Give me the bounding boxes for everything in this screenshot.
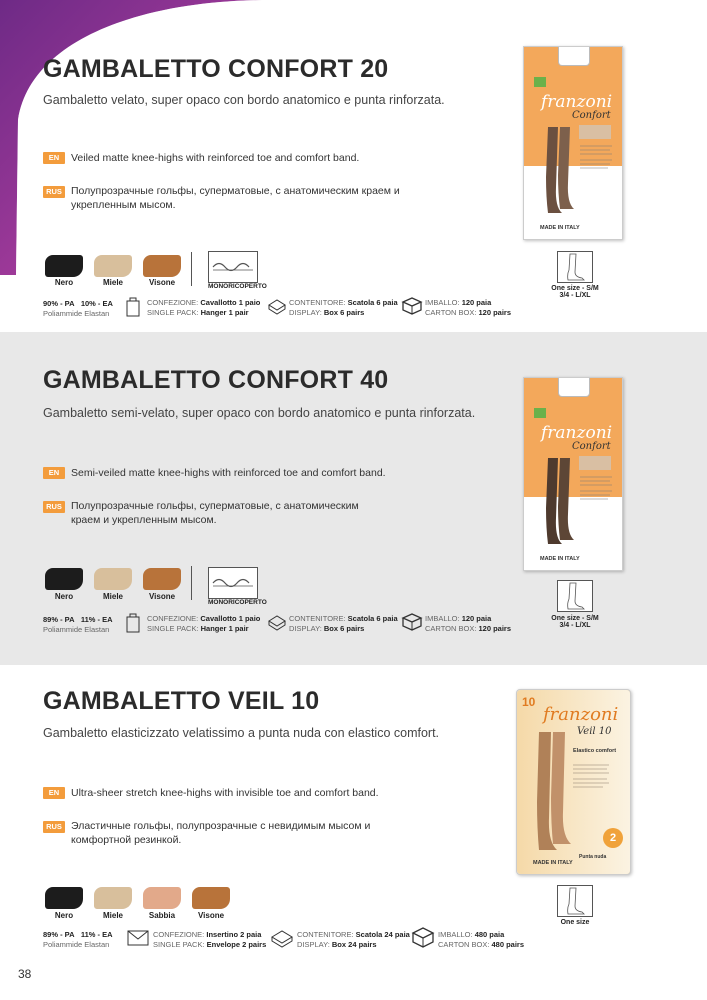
package-elastic: Elastico comfort [573, 748, 617, 754]
package-toe: Punta nuda [579, 854, 607, 860]
composition-ea-label: Elastan [84, 625, 110, 634]
spec-label: IMBALLO: [425, 614, 460, 623]
display-box-icon [270, 927, 294, 949]
divider [191, 252, 192, 286]
carton-box-icon [401, 612, 423, 632]
sizes [540, 615, 610, 629]
product-subtitle: Gambaletto semi-velato, super opaco con bordo anatomico e punta rinforzata. [43, 406, 476, 420]
spec-value: 120 pairs [478, 624, 512, 633]
composition-ea-label: Elastan [84, 940, 110, 949]
spec-label: CONFEZIONE: [147, 298, 199, 307]
legs-photo [529, 732, 573, 864]
monoricoperto-icon [208, 251, 258, 283]
envelope-pack-icon [127, 928, 149, 946]
size-option: One size [560, 919, 590, 926]
en-description: Veiled matte knee-highs with reinforced toe and comfort band. [71, 152, 360, 164]
composition-ea: 11% - EA [80, 615, 113, 624]
display-box-icon [268, 297, 286, 315]
spec-imballo [425, 298, 511, 318]
spec-label: SINGLE PACK: [153, 940, 205, 949]
package-hanger [558, 378, 590, 397]
en-tag: EN [43, 467, 65, 479]
spec-label: CONTENITORE: [289, 614, 346, 623]
product-section-confort-20 [0, 0, 707, 332]
size-option: 3/4 - L/XL [559, 292, 591, 299]
spec-value: Scatola 6 paia [347, 614, 398, 623]
spec-label: CONTENITORE: [297, 930, 354, 939]
product-package [516, 689, 631, 875]
color-swatch-nero [45, 255, 83, 277]
color-label: Sabbia [148, 911, 176, 920]
color-swatch-miele [94, 568, 132, 590]
spec-label: SINGLE PACK: [147, 308, 199, 317]
display-box-icon [268, 613, 286, 631]
spec-value: 120 pairs [478, 308, 512, 317]
size-option: One size - S/M [551, 615, 599, 622]
package-line: Confort [572, 441, 611, 452]
spec-value: Hanger 1 pair [200, 624, 249, 633]
package-made-in: MADE IN ITALY [540, 556, 580, 562]
composition-pa-label: Poliammide [43, 309, 83, 318]
spec-value: 480 pairs [491, 940, 525, 949]
package-description [580, 143, 612, 171]
color-label: Nero [54, 911, 74, 920]
package-pairs-badge: 2 [603, 828, 623, 848]
color-swatch-visone [143, 568, 181, 590]
spec-label: DISPLAY: [289, 308, 322, 317]
spec-label: CARTON BOX: [438, 940, 490, 949]
package-color-sample [579, 125, 611, 139]
spec-label: DISPLAY: [289, 624, 322, 633]
spec-contenitore [289, 298, 398, 318]
composition [43, 615, 113, 635]
package-description [573, 762, 609, 792]
spec-contenitore [289, 614, 398, 634]
spec-label: DISPLAY: [297, 940, 330, 949]
rus-description: Эластичные гольфы, полупрозрачные с невидимым мысом и комфортной резинкой. [71, 820, 371, 846]
composition [43, 930, 113, 950]
composition [43, 299, 113, 319]
composition-ea: 10% - EA [80, 299, 113, 308]
product-section-veil-10 [0, 665, 707, 1000]
size-option: One size - S/M [551, 285, 599, 292]
hanger-pack-icon [126, 297, 140, 317]
carton-box-icon [411, 926, 435, 948]
color-label: Visone [197, 911, 225, 920]
product-subtitle: Gambaletto elasticizzato velatissimo a punta nuda con elastico comfort. [43, 726, 440, 740]
spec-label: CARTON BOX: [425, 624, 477, 633]
composition-pa: 90% - PA [43, 299, 75, 308]
package-brand: franzoni [541, 92, 613, 112]
color-swatch-miele [94, 887, 132, 909]
en-description: Ultra-sheer stretch knee-highs with invisible toe and comfort band. [71, 787, 379, 799]
rus-description: Полупрозрачные гольфы, суперматовые, с анатомическим краем и укрепленным мысом. [71, 500, 359, 526]
sizes [540, 285, 610, 299]
color-swatch-miele [94, 255, 132, 277]
product-section-confort-40 [0, 332, 707, 665]
color-swatch-nero [45, 887, 83, 909]
product-title: GAMBALETTO CONFORT 20 [43, 55, 389, 83]
package-hanger [558, 47, 590, 66]
divider [191, 566, 192, 600]
spec-value: Box 24 pairs [331, 940, 377, 949]
spec-confezione [153, 930, 266, 950]
spec-imballo [425, 614, 511, 634]
package-color-sample [579, 456, 611, 470]
color-swatch-visone [192, 887, 230, 909]
color-label: Miele [102, 911, 123, 920]
product-subtitle: Gambaletto velato, super opaco con bordo anatomico e punta rinforzata. [43, 93, 445, 107]
color-label: Nero [54, 278, 74, 287]
spec-label: SINGLE PACK: [147, 624, 199, 633]
spec-value: 120 paia [461, 298, 492, 307]
package-made-in: MADE IN ITALY [540, 225, 580, 231]
en-tag: EN [43, 152, 65, 164]
spec-value: 480 paia [474, 930, 505, 939]
size-leg-icon [557, 885, 593, 917]
color-label: Visone [148, 592, 176, 601]
hanger-pack-icon [126, 613, 140, 633]
legs-photo [538, 127, 578, 223]
spec-value: 120 paia [461, 614, 492, 623]
composition-pa-label: Poliammide [43, 940, 83, 949]
monoricoperto-label: MONORICOPERTO [208, 283, 267, 290]
package-description [580, 474, 612, 502]
spec-label: CONFEZIONE: [147, 614, 199, 623]
color-label: Visone [148, 278, 176, 287]
package-made-in: MADE IN ITALY [533, 860, 573, 866]
spec-value: Scatola 6 paia [347, 298, 398, 307]
color-swatch-sabbia [143, 887, 181, 909]
spec-label: CONTENITORE: [289, 298, 346, 307]
rus-tag: RUS [43, 501, 65, 513]
page-number: 38 [18, 967, 32, 981]
monoricoperto-icon [208, 567, 258, 599]
spec-label: CONFEZIONE: [153, 930, 205, 939]
color-label: Miele [102, 278, 123, 287]
composition-pa: 89% - PA [43, 615, 75, 624]
size-option: 3/4 - L/XL [559, 622, 591, 629]
spec-value: Scatola 24 paia [355, 930, 410, 939]
sizes [540, 919, 610, 926]
package-number: 10 [522, 695, 536, 709]
spec-value: Cavallotto 1 paio [200, 298, 261, 307]
spec-value: Box 6 pairs [323, 308, 365, 317]
product-package [523, 377, 623, 571]
size-leg-icon [557, 580, 593, 612]
package-line: Veil 10 [577, 726, 612, 737]
spec-value: Hanger 1 pair [200, 308, 249, 317]
composition-pa-label: Poliammide [43, 625, 83, 634]
composition-ea: 11% - EA [80, 930, 113, 939]
rus-tag: RUS [43, 186, 65, 198]
package-badge [534, 77, 546, 87]
package-badge [534, 408, 546, 418]
spec-label: IMBALLO: [425, 298, 460, 307]
color-label: Nero [54, 592, 74, 601]
en-description: Semi-veiled matte knee-highs with reinforced toe and comfort band. [71, 467, 386, 479]
rus-tag: RUS [43, 821, 65, 833]
carton-box-icon [401, 296, 423, 316]
color-swatch-visone [143, 255, 181, 277]
rus-description: Полупрозрачные гольфы, суперматовые, с анатомическим краем и укрепленным мысом. [71, 185, 400, 211]
en-tag: EN [43, 787, 65, 799]
spec-label: IMBALLO: [438, 930, 473, 939]
color-swatch-nero [45, 568, 83, 590]
legs-photo [538, 458, 578, 554]
spec-value: Box 6 pairs [323, 624, 365, 633]
spec-imballo [438, 930, 524, 950]
spec-confezione [147, 298, 260, 318]
spec-confezione [147, 614, 260, 634]
spec-value: Envelope 2 pairs [206, 940, 267, 949]
package-brand: franzoni [541, 423, 613, 443]
spec-value: Insertino 2 paia [206, 930, 262, 939]
spec-value: Cavallotto 1 paio [200, 614, 261, 623]
color-label: Miele [102, 592, 123, 601]
package-brand: franzoni [543, 704, 619, 725]
spec-label: CARTON BOX: [425, 308, 477, 317]
product-title: GAMBALETTO CONFORT 40 [43, 366, 389, 394]
composition-pa: 89% - PA [43, 930, 75, 939]
monoricoperto-label: MONORICOPERTO [208, 599, 267, 606]
product-package [523, 46, 623, 240]
spec-contenitore [297, 930, 410, 950]
package-line: Confort [572, 110, 611, 121]
size-leg-icon [557, 251, 593, 283]
product-title: GAMBALETTO VEIL 10 [43, 687, 320, 715]
composition-ea-label: Elastan [84, 309, 110, 318]
